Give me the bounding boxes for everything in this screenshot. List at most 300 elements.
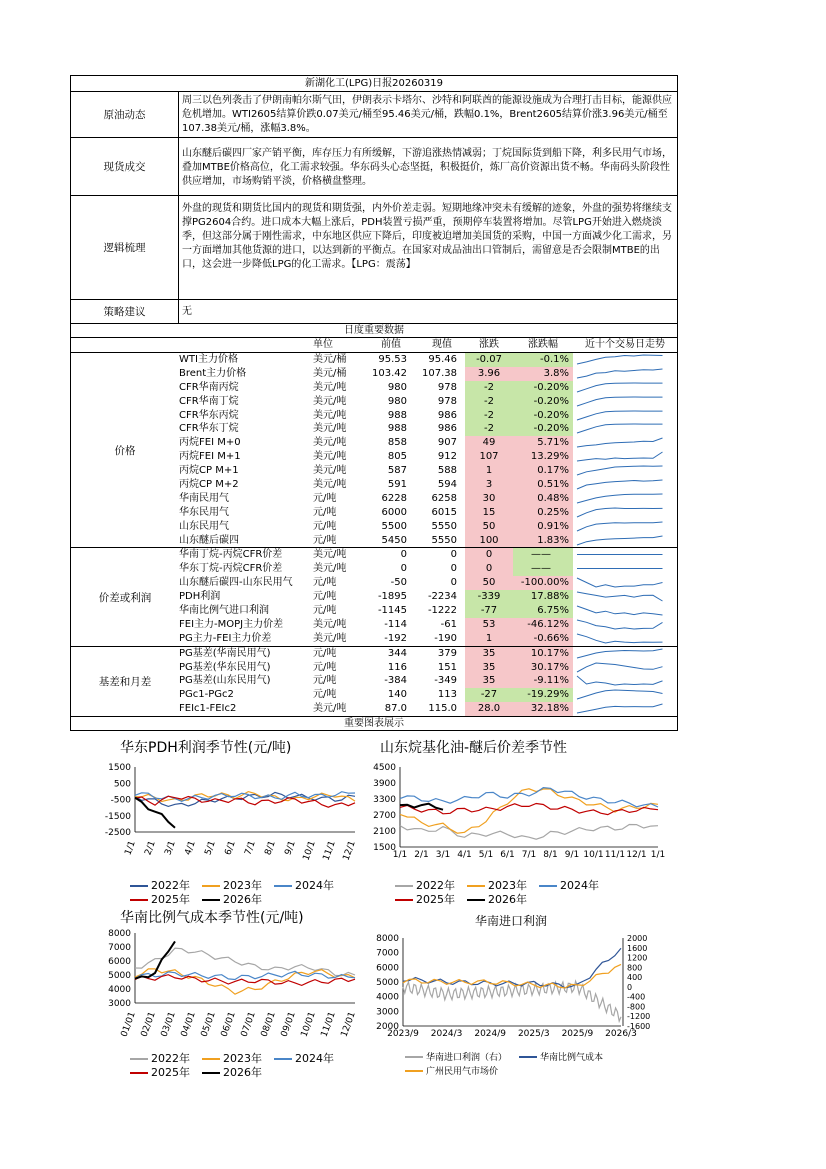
x-tick-label: 7/1 <box>521 850 537 860</box>
cell-prev: -114 <box>384 618 407 630</box>
text-section <box>70 196 678 300</box>
y-tick-label: 7000 <box>108 943 131 953</box>
cell-unit: 元/吨 <box>313 492 337 504</box>
x-tick-label: 3/1 <box>435 850 451 860</box>
y2-tick-label: -1600 <box>627 1022 651 1031</box>
x-tick-label: 9/1 <box>564 850 580 860</box>
sparkline-line <box>577 369 663 378</box>
x-tick-label: 2026/3 <box>605 1029 637 1039</box>
cell-prev: 6228 <box>381 492 407 504</box>
trend-cell <box>573 548 677 562</box>
cell-pct: 13.29% <box>513 450 573 464</box>
cell-unit: 美元/吨 <box>313 451 347 463</box>
sparkline-line <box>577 536 663 545</box>
sparkline-line <box>577 649 663 658</box>
cell-prev: 805 <box>387 451 407 463</box>
x-tick-label: 6/1 <box>500 850 515 860</box>
legend-swatch <box>405 1056 423 1058</box>
cell-unit: 元/吨 <box>313 661 337 673</box>
cell-name: 华南民用气 <box>179 492 229 504</box>
sparkline <box>573 576 669 589</box>
data-row <box>179 647 677 661</box>
data-row <box>179 478 677 492</box>
cell-name: PG基差(华南民用气) <box>179 647 271 659</box>
series-line <box>403 981 621 1021</box>
sparkline-line <box>577 690 663 699</box>
cell-chg: 100 <box>465 534 513 548</box>
cell-now: 0 <box>450 549 457 561</box>
header-prev: 前值 <box>381 339 401 350</box>
cell-prev: -50 <box>390 577 407 589</box>
legend-row <box>130 1050 346 1064</box>
legend-swatch <box>467 885 485 887</box>
y-tick-label: 2100 <box>373 827 396 837</box>
legend-label: 2025年 <box>151 1066 190 1079</box>
legend-label: 2025年 <box>151 893 190 906</box>
cell-unit: 美元/吨 <box>313 703 347 715</box>
cell-chg: -2 <box>465 381 513 395</box>
chart-title: 华南比例气成本季节性(元/吨) <box>120 910 304 926</box>
sparkline-line <box>577 494 663 503</box>
legend-label: 2025年 <box>416 893 455 906</box>
legend-label: 2024年 <box>295 1052 334 1065</box>
cell-chg: -27 <box>465 688 513 702</box>
cell-chg: 49 <box>465 436 513 450</box>
legend-item <box>274 1050 334 1066</box>
sparkline-line <box>577 480 663 489</box>
sparkline <box>573 661 669 674</box>
x-tick-label: 01/01 <box>119 1010 138 1039</box>
cell-now: 978 <box>437 395 457 407</box>
x-tick-label: 06/01 <box>219 1010 238 1039</box>
sparkline <box>573 604 669 617</box>
sparkline <box>573 464 669 477</box>
trend-cell <box>573 395 677 409</box>
y-tick-label: 3000 <box>108 999 131 1009</box>
legend-label: 2023年 <box>488 879 527 892</box>
y-tick-label: 500 <box>113 779 131 790</box>
cell-name: 丙烷CP M+1 <box>179 465 239 477</box>
x-tick-label: 8/1 <box>543 850 558 860</box>
cell-unit: 元/吨 <box>313 506 337 518</box>
data-group <box>70 353 678 548</box>
cell-name: FEIc1-FEIc2 <box>179 703 237 715</box>
legend-item <box>519 1050 603 1063</box>
cell-chg: 0 <box>465 548 513 562</box>
trend-cell <box>573 492 677 506</box>
chart <box>365 910 665 1110</box>
legend-swatch <box>467 899 485 901</box>
cell-pct: 0.91% <box>513 520 573 534</box>
cell-unit: 元/吨 <box>313 689 337 701</box>
cell-name: 山东醚后碳四 <box>179 534 239 546</box>
cell-prev: 344 <box>387 647 407 659</box>
data-row <box>179 464 677 478</box>
cell-unit: 美元/吨 <box>313 395 347 407</box>
trend-cell <box>573 604 677 618</box>
trend-cell <box>573 450 677 464</box>
chart-title: 山东烷基化油-醚后价差季节性 <box>380 740 568 756</box>
x-tick-label: 5/1 <box>478 850 494 860</box>
x-tick-label: 10/1 <box>301 839 318 863</box>
cell-prev: 858 <box>387 437 407 449</box>
x-tick-label: 3/1 <box>163 839 178 857</box>
section-text: 外盘的现货和期货比国内的现货和期货强，内外价差走弱。短期地缘冲突未有缓解的迹象，外盘的强势将继续支撑PG2604合约。进口成本大幅上涨后，PDH装置亏损严重，预期停车装置将增加。尽管LPG开始进入燃烧淡季，但这部分属于刚性需求，中东地区供应下降后，印度被迫增加美国货的采购，中国一方面减少化工需求，另一方面增加其他货源的进口，以达到新的平衡点。在国家对成品油出口管制后，需留意是否会限制MTBE的出口，这会进一步降低LPG的化工需求。【LPG：震荡】 <box>182 203 672 270</box>
cell-unit: 美元/吨 <box>313 409 347 421</box>
y-tick-label: 3000 <box>376 1007 399 1018</box>
cell-chg: -77 <box>465 604 513 618</box>
cell-chg: 1 <box>465 632 513 646</box>
header-now: 现值 <box>432 339 452 350</box>
x-tick-label: 1/1 <box>392 850 408 860</box>
x-tick-label: 2024/3 <box>430 1029 463 1039</box>
legend-label: 广州民用气市场价 <box>426 1067 499 1077</box>
cell-now: 986 <box>437 423 457 435</box>
trend-cell <box>573 478 677 492</box>
x-tick-label: 12/1 <box>341 839 358 863</box>
sparkline <box>573 367 669 380</box>
cell-pct: -0.20% <box>513 381 573 395</box>
cell-name: 丙烷CP M+2 <box>179 479 239 491</box>
cell-chg: -2 <box>465 422 513 436</box>
legend-row <box>405 1050 615 1064</box>
legend-item <box>274 877 334 893</box>
sparkline-line <box>577 676 663 685</box>
sparkline-line <box>577 466 663 475</box>
cell-now: 151 <box>437 661 457 673</box>
cell-prev: 103.42 <box>372 367 407 379</box>
cell-unit: 美元/桶 <box>313 367 347 379</box>
cell-prev: -1895 <box>377 591 407 603</box>
cell-prev: 5500 <box>381 520 407 532</box>
legend-swatch <box>202 885 220 887</box>
cell-prev: 988 <box>387 423 407 435</box>
cell-now: 115.0 <box>428 703 457 715</box>
cell-pct: 32.18% <box>513 702 573 716</box>
charts-title: 重要图表展示 <box>70 717 678 731</box>
x-tick-label: 2025/9 <box>561 1029 594 1039</box>
cell-prev: 116 <box>387 661 407 673</box>
legend-swatch <box>130 899 148 901</box>
legend-swatch <box>130 885 148 887</box>
trend-cell <box>573 422 677 436</box>
cell-pct: -0.1% <box>513 353 573 367</box>
group-label: 价差或利润 <box>98 591 152 604</box>
legend-row <box>130 1064 346 1078</box>
sparkline <box>573 353 669 366</box>
cell-name: 山东民用气 <box>179 520 229 532</box>
chart-plot <box>365 910 665 1055</box>
cell-pct: -46.12% <box>513 618 573 632</box>
cell-chg: 35 <box>465 647 513 661</box>
data-group <box>70 647 678 717</box>
cell-now: 379 <box>437 647 457 659</box>
x-tick-label: 11/1 <box>604 850 626 860</box>
legend-label: 华南进口利润（右） <box>426 1053 508 1063</box>
x-tick-label: 10/01 <box>299 1010 318 1039</box>
data-row <box>179 576 677 590</box>
series-line <box>400 825 658 840</box>
x-tick-label: 4/1 <box>457 850 472 860</box>
data-group <box>70 548 678 646</box>
sparkline-line <box>577 411 663 420</box>
cell-prev: 0 <box>400 563 407 575</box>
cell-pct: -0.20% <box>513 395 573 409</box>
cell-pct: 0.51% <box>513 478 573 492</box>
cell-name: CFR华东丁烷 <box>179 423 239 435</box>
trend-cell <box>573 590 677 604</box>
chart-legend <box>130 877 346 905</box>
trend-cell <box>573 632 677 646</box>
cell-name: Brent主力价格 <box>179 367 247 379</box>
sparkline-line <box>577 508 663 517</box>
x-tick-label: 03/01 <box>159 1010 178 1039</box>
cell-chg: -2 <box>465 395 513 409</box>
cell-unit: 元/吨 <box>313 520 337 532</box>
chart <box>365 735 665 935</box>
trend-cell <box>573 661 677 675</box>
data-row <box>179 661 677 675</box>
cell-now: 6258 <box>431 492 457 504</box>
cell-pct: 3.8% <box>513 367 573 381</box>
cell-now: 0 <box>450 577 457 589</box>
x-tick-label: 2023/9 <box>387 1029 419 1039</box>
cell-prev: 587 <box>387 465 407 477</box>
x-tick-label: 08/01 <box>259 1010 278 1039</box>
data-row <box>179 353 677 367</box>
sparkline-line <box>577 424 663 433</box>
cell-now: 0 <box>450 563 457 575</box>
cell-prev: -1145 <box>377 605 407 617</box>
data-row <box>179 395 677 409</box>
legend-swatch <box>395 885 413 887</box>
cell-unit: 美元/吨 <box>313 479 347 491</box>
data-row <box>179 409 677 423</box>
y2-tick-label: -400 <box>627 992 646 1002</box>
cell-pct: -9.11% <box>513 674 573 688</box>
cell-chg: -339 <box>465 590 513 604</box>
x-tick-label: 05/01 <box>199 1010 218 1039</box>
cell-chg: 0 <box>465 562 513 576</box>
legend-swatch <box>202 1058 220 1060</box>
x-tick-label: 7/1 <box>243 839 258 857</box>
data-row <box>179 422 677 436</box>
cell-now: 107.38 <box>422 367 457 379</box>
cell-pct: -100.00% <box>513 576 573 590</box>
cell-chg: 107 <box>465 450 513 464</box>
y2-tick-label: 1200 <box>627 953 648 963</box>
legend-item <box>467 891 527 907</box>
cell-prev: -192 <box>384 632 407 644</box>
y2-tick-label: 800 <box>627 963 643 973</box>
y-tick-label: 3900 <box>373 779 396 789</box>
cell-name: PG基差(山东民用气) <box>179 675 271 687</box>
header-trend: 近十个交易日走势 <box>585 339 665 350</box>
data-row <box>179 604 677 618</box>
text-section <box>70 300 678 324</box>
section-label: 逻辑梳理 <box>71 196 179 299</box>
y2-tick-label: 400 <box>627 973 643 983</box>
cell-chg: 15 <box>465 506 513 520</box>
x-tick-label: 2024/9 <box>474 1029 507 1039</box>
section-label: 现货成交 <box>71 138 179 195</box>
sparkline <box>573 548 669 561</box>
cell-now: -2234 <box>427 591 457 603</box>
y-tick-label: 7000 <box>376 948 399 959</box>
cell-unit: 元/吨 <box>313 534 337 546</box>
legend-row <box>130 891 346 905</box>
legend-swatch <box>202 899 220 901</box>
legend-item <box>202 1064 262 1080</box>
trend-cell <box>573 576 677 590</box>
cell-prev: 988 <box>387 409 407 421</box>
trend-cell <box>573 688 677 702</box>
legend-item <box>130 1064 190 1080</box>
data-title: 日度重要数据 <box>70 324 678 338</box>
data-row <box>179 590 677 604</box>
legend-swatch <box>202 1072 220 1074</box>
chart-legend <box>395 877 611 905</box>
legend-label: 2023年 <box>223 1052 262 1065</box>
trend-cell <box>573 464 677 478</box>
trend-cell <box>573 674 677 688</box>
cell-pct: 1.83% <box>513 534 573 548</box>
cell-now: 6015 <box>431 506 457 518</box>
legend-label: 2022年 <box>151 879 190 892</box>
sparkline <box>573 534 669 547</box>
legend-swatch <box>519 1056 537 1058</box>
section-label: 原油动态 <box>71 92 179 137</box>
cell-name: CFR华东丙烷 <box>179 409 239 421</box>
cell-name: 华东民用气 <box>179 506 229 518</box>
legend-swatch <box>274 1058 292 1060</box>
cell-name: 丙烷FEI M+0 <box>179 437 241 449</box>
cell-unit: 元/吨 <box>313 591 337 603</box>
data-header <box>70 338 678 353</box>
cell-pct: -0.66% <box>513 632 573 646</box>
data-row <box>179 520 677 534</box>
sparkline-line <box>577 522 663 531</box>
trend-cell <box>573 618 677 632</box>
cell-chg: 50 <box>465 576 513 590</box>
series-line <box>135 798 175 828</box>
sparkline <box>573 647 669 660</box>
section-text: 周三以色列袭击了伊朗南帕尔斯气田，伊朗表示卡塔尔、沙特和阿联酋的能源设施成为合理打击目标，能源供应危机增加。WTI2605结算价跌0.07美元/桶至95.46美元/桶，跌幅0.1%，Brent2605结算价涨3.96美元/桶至107.38美元/桶，涨幅3.8%。 <box>182 95 672 134</box>
legend-label: 2024年 <box>560 879 599 892</box>
y-tick-label: -1500 <box>104 811 131 822</box>
cell-unit: 美元/吨 <box>313 465 347 477</box>
cell-pct: 17.88% <box>513 590 573 604</box>
cell-prev: 591 <box>387 479 407 491</box>
cell-name: PGc1-PGc2 <box>179 689 234 701</box>
cell-prev: 6000 <box>381 506 407 518</box>
x-tick-label: 5/1 <box>203 839 218 857</box>
cell-now: 95.46 <box>428 354 457 365</box>
trend-cell <box>573 367 677 381</box>
sparkline <box>573 590 669 603</box>
trend-cell <box>573 409 677 423</box>
legend-label: 2026年 <box>223 893 262 906</box>
trend-cell <box>573 562 677 576</box>
sparkline <box>573 688 669 701</box>
cell-chg: 35 <box>465 661 513 675</box>
legend-row <box>395 891 611 905</box>
cell-name: PG主力-FEI主力价差 <box>179 632 272 644</box>
sparkline-line <box>577 452 663 461</box>
cell-unit: 元/吨 <box>313 675 337 687</box>
cell-chg: -0.07 <box>465 353 513 367</box>
cell-unit: 美元/吨 <box>313 423 347 435</box>
cell-unit: 美元/吨 <box>313 549 347 561</box>
legend-row <box>130 877 346 891</box>
cell-prev: 5450 <box>381 534 407 546</box>
cell-pct: 0.48% <box>513 492 573 506</box>
data-row <box>179 534 677 548</box>
cell-unit: 美元/吨 <box>313 618 347 630</box>
legend-label: 2022年 <box>416 879 455 892</box>
cell-pct: 0.25% <box>513 506 573 520</box>
sparkline-line <box>577 620 663 629</box>
cell-name: FEI主力-MOPJ主力价差 <box>179 618 284 630</box>
chart-legend <box>405 1050 615 1078</box>
sparkline <box>573 562 669 575</box>
sparkline-line <box>577 578 663 587</box>
y2-tick-label: -1200 <box>627 1012 651 1022</box>
legend-swatch <box>130 1072 148 1074</box>
legend-row <box>405 1064 615 1078</box>
data-row <box>179 506 677 520</box>
header-chg: 涨跌 <box>479 339 499 350</box>
series-line <box>403 964 621 988</box>
legend-label: 2024年 <box>295 879 334 892</box>
header-unit: 单位 <box>313 339 333 350</box>
section-label: 策略建议 <box>71 300 179 323</box>
cell-now: 113 <box>437 689 457 701</box>
legend-item <box>405 1050 507 1063</box>
data-row <box>179 436 677 450</box>
chart <box>100 905 360 1105</box>
sparkline <box>573 395 669 408</box>
x-tick-label: 4/1 <box>183 839 198 857</box>
y-tick-label: 2000 <box>376 1022 399 1032</box>
cell-now: -61 <box>440 618 457 630</box>
sparkline <box>573 436 669 449</box>
y-tick-label: 4500 <box>373 763 396 773</box>
data-row <box>179 702 677 716</box>
cell-name: CFR华南丙烷 <box>179 381 239 393</box>
cell-unit: 元/吨 <box>313 647 337 659</box>
cell-now: -349 <box>434 675 457 687</box>
cell-name: WTI主力价格 <box>179 354 238 365</box>
trend-cell <box>573 381 677 395</box>
y-tick-label: 4000 <box>376 992 399 1003</box>
data-row <box>179 562 677 576</box>
series-line <box>135 941 175 978</box>
y-tick-label: 3300 <box>373 795 396 805</box>
legend-item <box>539 877 599 893</box>
cell-now: 978 <box>437 381 457 393</box>
cell-name: 华南丁烷-丙烷CFR价差 <box>179 549 283 561</box>
series-line <box>400 788 658 807</box>
cell-unit: 美元/吨 <box>313 437 347 449</box>
y-tick-label: 8000 <box>108 929 131 939</box>
chart-plot <box>365 735 665 880</box>
cell-prev: -384 <box>384 675 407 687</box>
cell-chg: -2 <box>465 409 513 423</box>
cell-pct: 5.71% <box>513 436 573 450</box>
trend-cell <box>573 436 677 450</box>
trend-cell <box>573 534 677 548</box>
